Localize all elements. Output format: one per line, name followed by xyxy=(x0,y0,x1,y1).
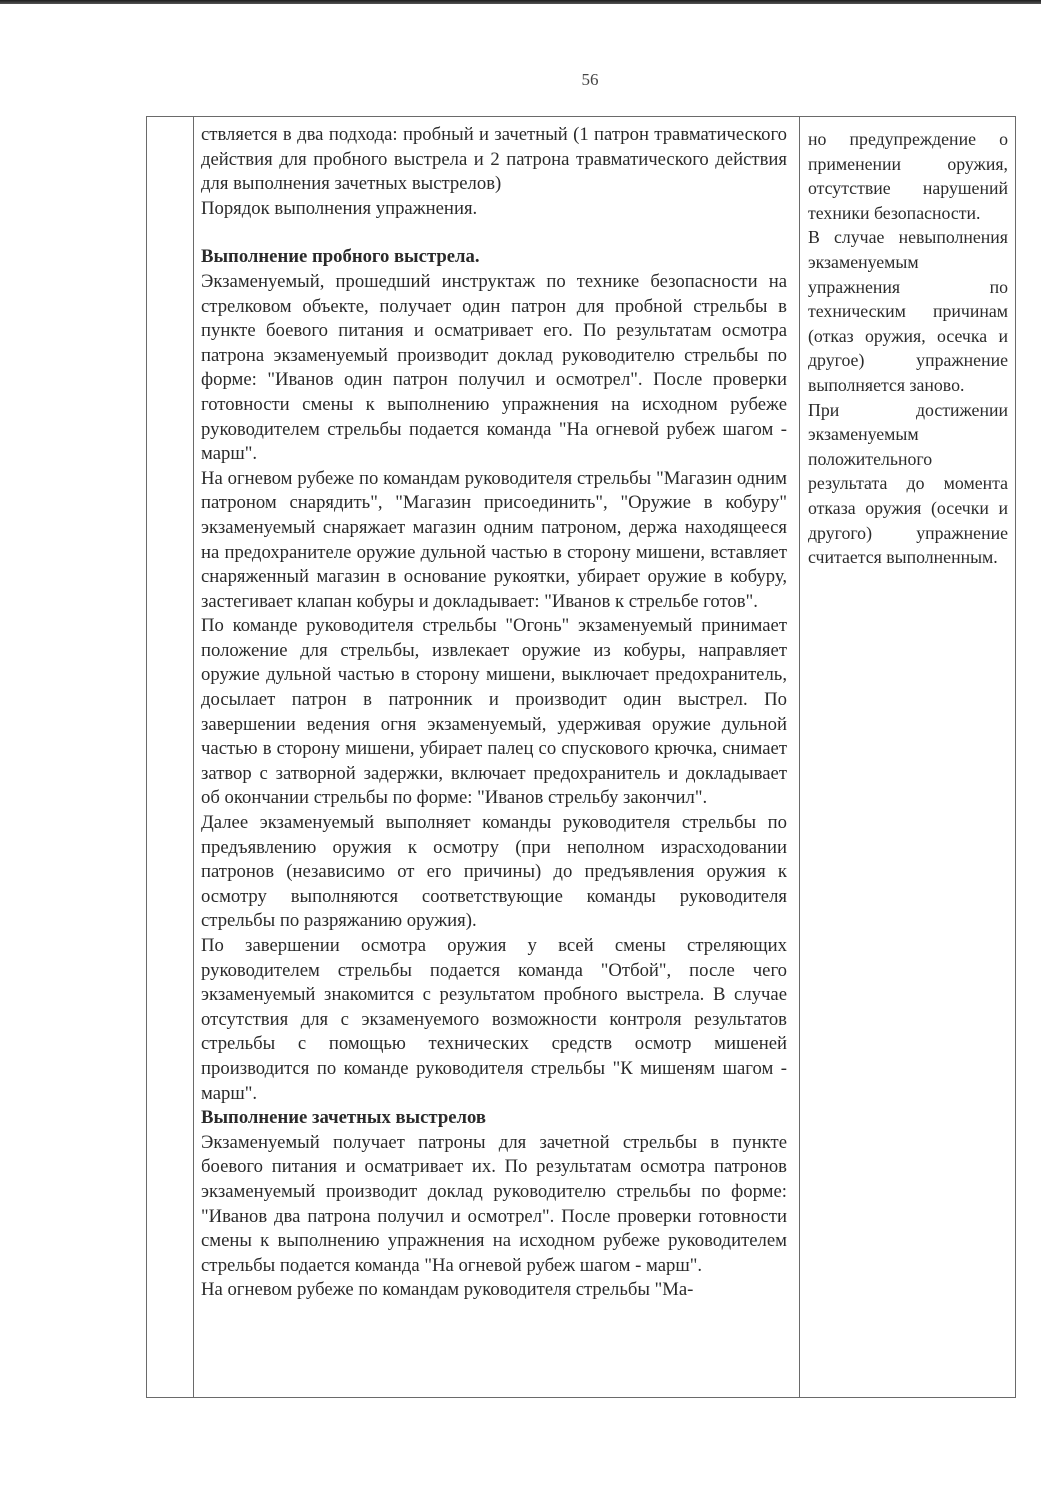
trial-paragraph: Экзаменуемый, прошедший инструктаж по технике безопасности на стрелковом объекте, получает один патрон для пробной стрельбы в пункте боевого питания и осматривает его. По результатам осмотра патрона экзаменуемый производит доклад руководителю стрельбы по форме: "Иванов один патрон получил и осмотрел". После проверки готовности смены к выполнению упражнения на исходном рубеже руководителем стрельбы подается команда "На огневой рубеж шагом - марш". xyxy=(201,270,787,465)
page-number: 56 xyxy=(581,70,599,89)
criteria-paragraph: При достижении экзаменуемым положительного результата до момента отказа оружия (осечки и другого) упражнение считается выполненным. xyxy=(808,399,1008,568)
credit-paragraph: На огневом рубеже по командам руководителя стрельбы "Ма- xyxy=(201,1279,694,1301)
content-table xyxy=(146,116,1016,1398)
credit-shots-heading: Выполнение зачетных выстрелов xyxy=(201,1107,486,1129)
credit-paragraph: Экзаменуемый получает патроны для зачетной стрельбы в пункте боевого питания и осматривает их. По результатам осмотра патронов экзаменуемый производит доклад руководителю стрельбы по форме: "Иванов два патрона получил и осмотрел". После проверки готовности смены к выполнению упражнения на исходном рубеже руководителем стрельбы подается команда "На огневой рубеж шагом - марш". xyxy=(201,1131,787,1276)
trial-paragraph: На огневом рубеже по командам руководителя стрельбы "Магазин одним патроном снарядить", "Магазин присоединить", "Оружие в кобуру" экзаменуемый снаряжает магазин одним патроном, держа находящееся на предохранителе оружие дульной частью в сторону мишени, вставляет снаряженный магазин в основание рукоятки, убирает оружие в кобуру, застегивает клапан кобуры и докладывает: "Иванов к стрельбе готов". xyxy=(201,467,787,612)
trial-paragraph: Далее экзаменуемый выполняет команды руководителя стрельбы по предъявлению оружия к осмотру (при неполном израсходовании патронов (независимо от его причины) до предъявления оружия к осмотру выполняются соответствующие команды руководителя стрельбы по разряжанию оружия). xyxy=(201,812,787,932)
column-divider-right xyxy=(799,117,800,1397)
scan-top-edge xyxy=(0,0,1041,4)
criteria-paragraph: В случае невыполнения экзаменуемым упражнения по техническим причинам (отказ оружия, осечка и другое) упражнение выполняется заново. xyxy=(808,227,1008,395)
criteria-column xyxy=(808,127,1008,570)
order-line: Порядок выполнения упражнения. xyxy=(201,197,478,219)
trial-paragraph: По команде руководителя стрельбы "Огонь" экзаменуемый принимает положение для стрельбы, извлекает оружие из кобуры, направляет оружие дульной частью в сторону мишени, выключает предохранитель, досылает патрон в патронник и производит один выстрел. По завершении ведения огня экзаменуемый, удерживая оружие дульной частью в сторону мишени, убирает палец со спускового крючка, снимает затвор с затворной задержки, включает предохранитель и докладывает об окончании стрельбы по форме: "Иванов стрельбу закончил". xyxy=(201,615,787,809)
trial-shot-heading: Выполнение пробного выстрела. xyxy=(201,246,480,268)
criteria-paragraph: но предупреждение о применении оружия, отсутствие нарушений техники безопасности. xyxy=(808,129,1008,223)
procedure-column xyxy=(201,123,787,1303)
column-divider-left xyxy=(193,117,194,1397)
intro-text: ствляется в два подхода: пробный и зачетный (1 патрон травматического действия для пробного выстрела и 2 патрона травматического действия для выполнения зачетных выстрелов) xyxy=(201,124,787,195)
blank-line xyxy=(201,221,787,245)
trial-paragraph: По завершении осмотра оружия у всей смены стреляющих руководителем стрельбы подается команда "Отбой", после чего экзаменуемый знакомится с результатом пробного выстрела. В случае отсутствия для с экзаменуемого возможности контроля результатов стрельбы с помощью технических средств осмотр мишеней производится по команде руководителя стрельбы "К мишеням шагом - марш". xyxy=(201,935,787,1104)
